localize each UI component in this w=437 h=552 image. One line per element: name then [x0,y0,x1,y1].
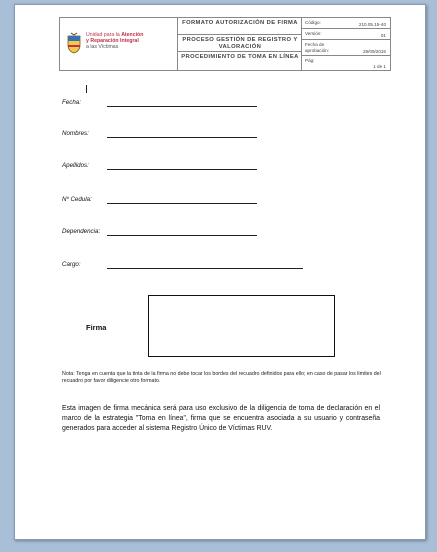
apellidos-label: Apellidos: [62,162,89,169]
coat-of-arms-icon [66,32,82,54]
apellidos-line[interactable] [107,169,257,170]
note-text: Nota: Tenga en cuenta que la tinta de la firma no debe tocar los bordes del recuadro definidos para ello; en caso de pasar los limites del recuadro por favor diligencie otro formato. [62,371,381,384]
dependencia-line[interactable] [107,235,257,236]
cedula-label: Nº Cedula: [62,196,92,203]
form-title: FORMATO AUTORIZACIÓN DE FIRMA [178,18,302,35]
cargo-label: Cargo: [62,261,81,268]
title-cell [178,18,302,70]
nombres-line[interactable] [107,137,257,138]
cargo-line[interactable] [107,268,303,269]
nombres-label: Nombres: [62,130,89,137]
metadata-cell [302,18,390,70]
usage-statement: Esta imagen de firma mecánica será para uso exclusivo de la diligencia de toma de declaración en el marco de la estrategia "Toma en línea", firma que se encuentra asociada a su usuario y contraseña generados para acceder al sistema Registro Único de Víctimas RUV. [62,405,380,432]
codigo-row: Código: 210.05.15-40 [302,18,390,29]
logo-cell [60,18,178,70]
document-header [59,17,391,71]
dependencia-label: Dependencia: [62,228,101,235]
document-page [14,4,426,540]
fecha-label: Fecha: [62,99,81,106]
text-cursor [86,85,87,93]
procedure-title: PROCEDIMIENTO DE TOMA EN LÍNEA [181,54,299,60]
fecha-line[interactable] [107,106,257,107]
firma-label: Firma [86,323,107,332]
process-title: PROCESO GESTIÓN DE REGISTRO Y VALORACIÓN [178,35,302,52]
cedula-line[interactable] [107,203,257,204]
signature-box[interactable] [148,295,335,357]
logo-text: Unidad para la Atención y Reparación Integral a las Víctimas [86,32,144,51]
pagina-row: Pág: 1 de 1 [305,58,386,69]
fecha-aprobacion-row: Fecha de aprobación: 29/09/2015 [302,40,390,56]
version-row: Versión: 01 [302,29,390,40]
